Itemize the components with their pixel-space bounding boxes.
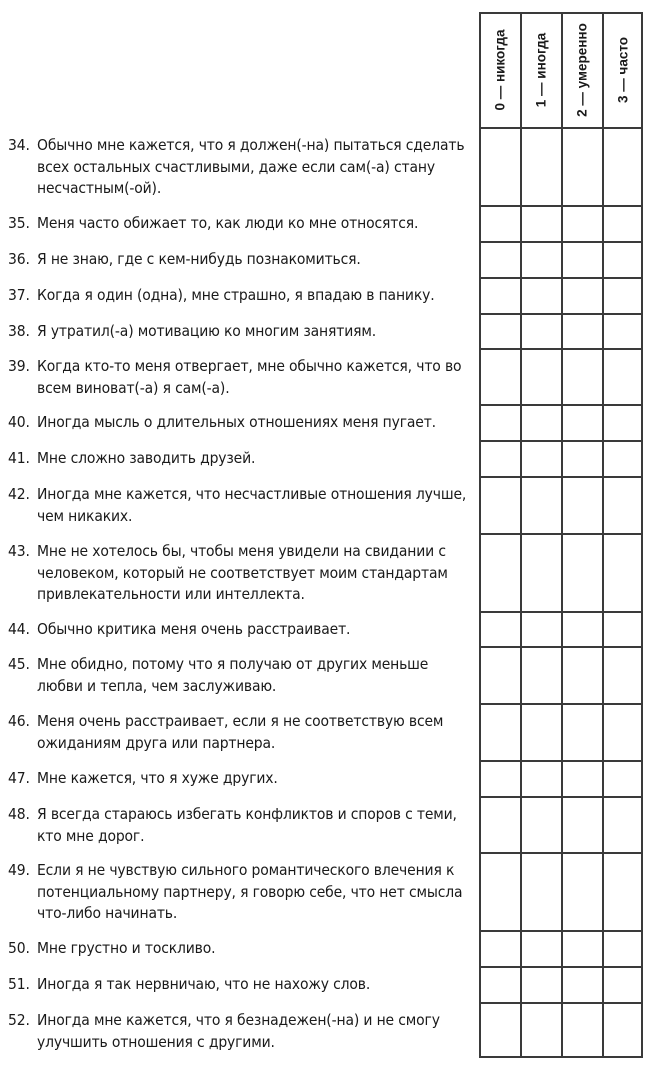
answer-cell-q51-1[interactable]	[520, 966, 561, 1002]
question-number: 51.	[8, 975, 30, 993]
answer-cell-q38-0[interactable]	[479, 313, 520, 348]
answer-cell-q43-1[interactable]	[520, 533, 561, 611]
answer-cell-q49-2[interactable]	[561, 852, 602, 930]
question-number: 34.	[8, 136, 30, 154]
question-number: 49.	[8, 861, 30, 879]
question-text: Мне сложно заводить друзей.	[37, 449, 256, 467]
question-text: Иногда мысль о длительных отношениях меня пугает.	[37, 413, 436, 431]
column-header-0	[479, 12, 520, 127]
question-number: 50.	[8, 939, 30, 957]
answer-cell-q49-0[interactable]	[479, 852, 520, 930]
answer-cell-q48-3[interactable]	[602, 796, 643, 852]
answer-cell-q47-0[interactable]	[479, 760, 520, 796]
answer-cell-q37-3[interactable]	[602, 277, 643, 313]
question-number: 43.	[8, 542, 30, 560]
answer-cell-q49-3[interactable]	[602, 852, 643, 930]
answer-cell-q45-2[interactable]	[561, 646, 602, 703]
question-number: 35.	[8, 214, 30, 232]
question-text: Иногда мне кажется, что несчастливые отношения лучше, чем никаких.	[37, 485, 467, 525]
answer-cell-q35-1[interactable]	[520, 205, 561, 241]
answer-cell-q36-3[interactable]	[602, 241, 643, 277]
question-number: 37.	[8, 286, 30, 304]
answer-cell-q36-1[interactable]	[520, 241, 561, 277]
answer-cell-q41-3[interactable]	[602, 440, 643, 476]
question-text: Я не знаю, где с кем-нибудь познакомиться.	[37, 250, 361, 268]
answer-cell-q45-3[interactable]	[602, 646, 643, 703]
question-text: Обычно мне кажется, что я должен(-на) пытаться сделать всех остальных счастливыми, даже если сам(-а) стану несчастным(-ой).	[37, 136, 465, 197]
answer-cell-q39-1[interactable]	[520, 348, 561, 404]
answer-cell-q45-1[interactable]	[520, 646, 561, 703]
question-number: 40.	[8, 413, 30, 431]
question-text: Меня часто обижает то, как люди ко мне относятся.	[37, 214, 419, 232]
answer-cell-q48-2[interactable]	[561, 796, 602, 852]
answer-cell-q44-1[interactable]	[520, 611, 561, 646]
question-text: Иногда я так нервничаю, что не нахожу слов.	[37, 975, 371, 993]
question-text: Я утратил(-а) мотивацию ко многим занятиям.	[37, 322, 376, 340]
question-number: 52.	[8, 1011, 30, 1029]
question-text: Иногда мне кажется, что я безнадежен(-на) и не смогу улучшить отношения с другими.	[37, 1011, 440, 1051]
answer-cell-q36-0[interactable]	[479, 241, 520, 277]
answer-cell-q50-3[interactable]	[602, 930, 643, 966]
answer-cell-q43-3[interactable]	[602, 533, 643, 611]
question-text: Когда кто-то меня отвергает, мне обычно кажется, что во всем виноват(-а) я сам(-а).	[37, 357, 462, 397]
answer-cell-q40-2[interactable]	[561, 404, 602, 440]
answer-cell-q44-3[interactable]	[602, 611, 643, 646]
answer-cell-q52-0[interactable]	[479, 1002, 520, 1058]
answer-cell-q35-2[interactable]	[561, 205, 602, 241]
question-text: Если я не чувствую сильного романтического влечения к потенциальному партнеру, я говорю себе, что нет смысла что-либо начинать.	[37, 861, 463, 922]
answer-cell-q48-0[interactable]	[479, 796, 520, 852]
answer-cell-q39-2[interactable]	[561, 348, 602, 404]
answer-cell-q44-2[interactable]	[561, 611, 602, 646]
answer-cell-q51-0[interactable]	[479, 966, 520, 1002]
answer-cell-q40-1[interactable]	[520, 404, 561, 440]
question-text: Обычно критика меня очень расстраивает.	[37, 620, 351, 638]
answer-cell-q38-2[interactable]	[561, 313, 602, 348]
answer-cell-q34-1[interactable]	[520, 127, 561, 205]
question-number: 36.	[8, 250, 30, 268]
answer-cell-q41-0[interactable]	[479, 440, 520, 476]
column-header-label: 0 — никогда	[492, 29, 507, 110]
answer-cell-q46-0[interactable]	[479, 703, 520, 760]
question-number: 48.	[8, 805, 30, 823]
answer-cell-q52-2[interactable]	[561, 1002, 602, 1058]
answer-cell-q42-2[interactable]	[561, 476, 602, 533]
answer-cell-q37-0[interactable]	[479, 277, 520, 313]
answer-cell-q49-1[interactable]	[520, 852, 561, 930]
question-text: Когда я один (одна), мне страшно, я впадаю в панику.	[37, 286, 435, 304]
answer-cell-q51-2[interactable]	[561, 966, 602, 1002]
answer-cell-q41-2[interactable]	[561, 440, 602, 476]
question-text: Мне грустно и тоскливо.	[37, 939, 216, 957]
answer-cell-q50-1[interactable]	[520, 930, 561, 966]
answer-cell-q43-2[interactable]	[561, 533, 602, 611]
answer-cell-q50-2[interactable]	[561, 930, 602, 966]
answer-cell-q37-2[interactable]	[561, 277, 602, 313]
answer-cell-q46-1[interactable]	[520, 703, 561, 760]
question-number: 39.	[8, 357, 30, 375]
answer-cell-q44-0[interactable]	[479, 611, 520, 646]
answer-cell-q52-3[interactable]	[602, 1002, 643, 1058]
question-text: Мне кажется, что я хуже других.	[37, 769, 278, 787]
question-text: Мне не хотелось бы, чтобы меня увидели на свидании с человеком, который не соответствует моим стандартам привлекательности или интеллекта.	[37, 542, 448, 603]
answer-cell-q35-0[interactable]	[479, 205, 520, 241]
answer-cell-q50-0[interactable]	[479, 930, 520, 966]
answer-cell-q42-1[interactable]	[520, 476, 561, 533]
question-number: 42.	[8, 485, 30, 503]
answer-cell-q34-3[interactable]	[602, 127, 643, 205]
question-number: 41.	[8, 449, 30, 467]
column-header-3	[602, 12, 643, 127]
answer-cell-q47-2[interactable]	[561, 760, 602, 796]
answer-cell-q48-1[interactable]	[520, 796, 561, 852]
answer-cell-q40-0[interactable]	[479, 404, 520, 440]
answer-cell-q42-3[interactable]	[602, 476, 643, 533]
answer-grid	[479, 12, 643, 1058]
grid-horizontal-line	[479, 12, 643, 14]
question-number: 47.	[8, 769, 30, 787]
answer-cell-q34-0[interactable]	[479, 127, 520, 205]
answer-cell-q42-0[interactable]	[479, 476, 520, 533]
answer-cell-q37-1[interactable]	[520, 277, 561, 313]
column-header-label: 2 — умеренно	[574, 22, 589, 117]
answer-cell-q38-1[interactable]	[520, 313, 561, 348]
answer-cell-q51-3[interactable]	[602, 966, 643, 1002]
answer-cell-q38-3[interactable]	[602, 313, 643, 348]
answer-cell-q35-3[interactable]	[602, 205, 643, 241]
answer-cell-q41-1[interactable]	[520, 440, 561, 476]
answer-cell-q40-3[interactable]	[602, 404, 643, 440]
answer-cell-q39-0[interactable]	[479, 348, 520, 404]
answer-cell-q43-0[interactable]	[479, 533, 520, 611]
question-number: 38.	[8, 322, 30, 340]
question-number: 44.	[8, 620, 30, 638]
answer-cell-q45-0[interactable]	[479, 646, 520, 703]
question-number: 45.	[8, 655, 30, 673]
answer-cell-q39-3[interactable]	[602, 348, 643, 404]
column-header-label: 1 — иногда	[533, 32, 548, 107]
question-number: 46.	[8, 712, 30, 730]
column-header-label: 3 — часто	[615, 36, 630, 103]
answer-cell-q46-3[interactable]	[602, 703, 643, 760]
question-text: Я всегда стараюсь избегать конфликтов и споров с теми, кто мне дорог.	[37, 805, 457, 845]
answer-cell-q46-2[interactable]	[561, 703, 602, 760]
answer-cell-q47-3[interactable]	[602, 760, 643, 796]
column-header-2	[561, 12, 602, 127]
column-header-1	[520, 12, 561, 127]
answer-cell-q52-1[interactable]	[520, 1002, 561, 1058]
question-text: Мне обидно, потому что я получаю от других меньше любви и тепла, чем заслуживаю.	[37, 655, 429, 695]
answer-cell-q47-1[interactable]	[520, 760, 561, 796]
question-text: Меня очень расстраивает, если я не соответствую всем ожиданиям друга или партнера.	[37, 712, 444, 752]
answer-cell-q36-2[interactable]	[561, 241, 602, 277]
answer-cell-q34-2[interactable]	[561, 127, 602, 205]
